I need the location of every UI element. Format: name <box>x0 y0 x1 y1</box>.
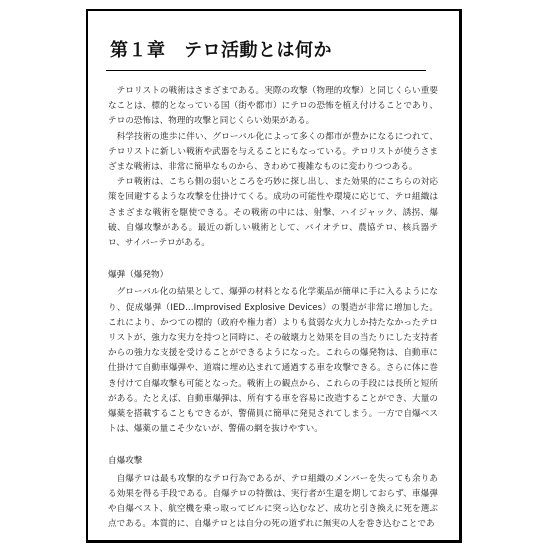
document-page <box>86 9 462 543</box>
intro-paragraph: テロ戦術は、こちら側の弱いところを巧妙に探し出し、また効果的にこちらの対応策を回避するような攻撃を仕掛けてくる。成功の可能性や環境に応じて、テロ組織はさまざまな戦術を駆使できる。その戦術の中には、射撃、ハイジャック、誘拐、爆破、自爆攻撃がある。最近の新しい戦術として、バイオテロ、農協テロ、核兵器テロ、サイバーテロがある。 <box>108 177 438 249</box>
section-spacer <box>108 251 438 268</box>
section-spacer <box>108 437 438 454</box>
suicide-attack-paragraph: 自爆テロは最も攻撃的なテロ行為であるが、テロ組織のメンバーを失っても余りある効果を得る手段である。自爆テロの特徴は、実行者が生還を期しておらず、車爆弾や自爆ベスト、航空機を乗っ取ってビルに突っ込むなど、成功と引き換えに死を選ぶ点である。本質的に、自爆テロとは自分の死の道ずれに無実の人を巻き込むことであ <box>108 473 438 530</box>
document-body <box>108 84 438 532</box>
title-rule <box>106 70 426 71</box>
chapter-title: 第１章 テロ活動とは何か <box>110 40 332 61</box>
intro-paragraph: テロリストの戦術はさまざまである。実際の攻撃（物理的攻撃）と同じくらい重要なことは、標的となっている国（街や都市）にテロの恐怖を植え付けることであり、テロの恐怖は、物理的攻撃と同じくらい効果がある。 <box>108 86 438 127</box>
section-heading-suicide-attack: 自爆攻撃 <box>108 456 143 467</box>
intro-paragraph: 科学技術の進歩に伴い、グローバル化によって多くの都市が豊かになるにつれて、テロリストに新しい戦術や武器を与えることにもなっている。テロリストが使うさまざまな戦術は、非常に簡単なものから、きわめて複雑なものに変わりつつある。 <box>108 131 438 173</box>
section-heading-explosives: 爆弾（爆発物） <box>108 270 169 281</box>
explosives-paragraph: グローバル化の結果として、爆弾の材料となる化学薬品が簡単に手に入るようになり、促成爆弾（IED…Improvised Explosive Devices）の製造が非常に増加した。これにより、かつての標的（政府や権力者）よりも貧弱な火力しか持たなかったテロリストが、強力な実力を持つと同時に、その破壊力と効果を目の当たりにした支持者からの強力な支援を受けることができるようになった。これらの爆発物は、自動車に仕掛けて自動車爆弾や、道端に埋め込まれて通過する車を攻撃できる。さらに体に巻き付けて自爆攻撃も可能となった。戦術上の観点から、これらの手段には長所と短所がある。たとえば、自動車爆弾は、所有する車を容易に改造することができ、大量の爆薬を搭載することもできるが、警備員に簡単に発見されてしまう。一方で自爆ベストは、爆薬の量こそ少ないが、警備の網を抜けやすい。 <box>108 287 438 435</box>
